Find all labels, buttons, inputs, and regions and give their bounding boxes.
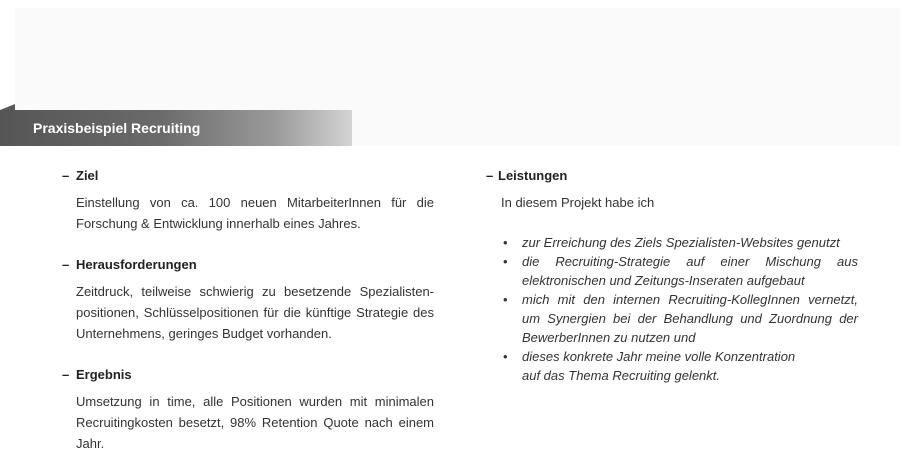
heading-dash: – — [62, 257, 70, 272]
section-body — [76, 391, 434, 454]
heading-text: Herausforderungen — [76, 257, 197, 272]
leistungen-list — [486, 233, 858, 385]
heading-dash: – — [62, 367, 70, 382]
list-item-line: mich mit den internen Recruiting-KollegInnen vernetzt, — [522, 292, 858, 307]
section-ziel — [62, 166, 434, 234]
section-body — [76, 192, 434, 234]
list-item — [486, 233, 858, 252]
section-text: Zeitdruck, teilweise schwierig zu besetzende Spezialisten-positionen, Schlüsselpositionen für die künftige Strategie des Unternehmens, geringes Budget vorhanden. — [76, 284, 434, 341]
section-banner — [0, 110, 352, 146]
section-text: Umsetzung in time, alle Positionen wurden mit minimalen Recruitingkosten besetzt, 98% Retention Quote nach einem Jahr. — [76, 394, 434, 451]
list-item-line: zur Erreichung des Ziels Spezialisten-Websites genutzt — [522, 235, 840, 250]
banner-title: Praxisbeispiel Recruiting — [33, 120, 201, 136]
list-item-line: elektronischen und Zeitungs-Inseraten aufgebaut — [522, 273, 805, 288]
leistungen-intro: In diesem Projekt habe ich — [501, 195, 655, 210]
heading-text: Ziel — [76, 168, 99, 183]
bullet-glyph: • — [503, 235, 508, 250]
list-item-line: die Recruiting-Strategie auf einer Mischung aus — [522, 254, 858, 269]
heading-dash: – — [62, 168, 70, 183]
section-body — [76, 281, 434, 344]
section-heading-leistungen — [486, 166, 858, 186]
heading-dash: – — [486, 168, 494, 183]
list-item-line: dieses konkrete Jahr meine volle Konzentration — [522, 349, 796, 364]
list-item-line: um Synergien bei der Behandlung und Zuordnung der — [522, 311, 858, 326]
section-text: Einstellung von ca. 100 neuen MitarbeiterInnen für die Forschung & Entwicklung innerhalb eines Jahres. — [76, 195, 434, 231]
section-ergebnis — [62, 365, 434, 454]
list-item — [486, 252, 858, 290]
heading-text: Ergebnis — [76, 367, 132, 382]
section-herausforderungen — [62, 255, 434, 344]
heading-text: Leistungen — [498, 168, 568, 183]
section-heading — [62, 255, 434, 275]
list-item — [486, 290, 858, 347]
section-heading — [62, 166, 434, 186]
bullet-glyph: • — [503, 254, 508, 269]
list-item-line: auf das Thema Recruiting gelenkt. — [522, 368, 720, 383]
list-item — [486, 347, 858, 385]
left-column — [62, 166, 434, 454]
section-heading — [62, 365, 434, 385]
bullet-glyph: • — [503, 292, 508, 307]
bullet-glyph: • — [503, 349, 508, 364]
list-item-line: BewerberInnen zu nutzen und — [522, 330, 696, 345]
right-column — [486, 166, 858, 385]
